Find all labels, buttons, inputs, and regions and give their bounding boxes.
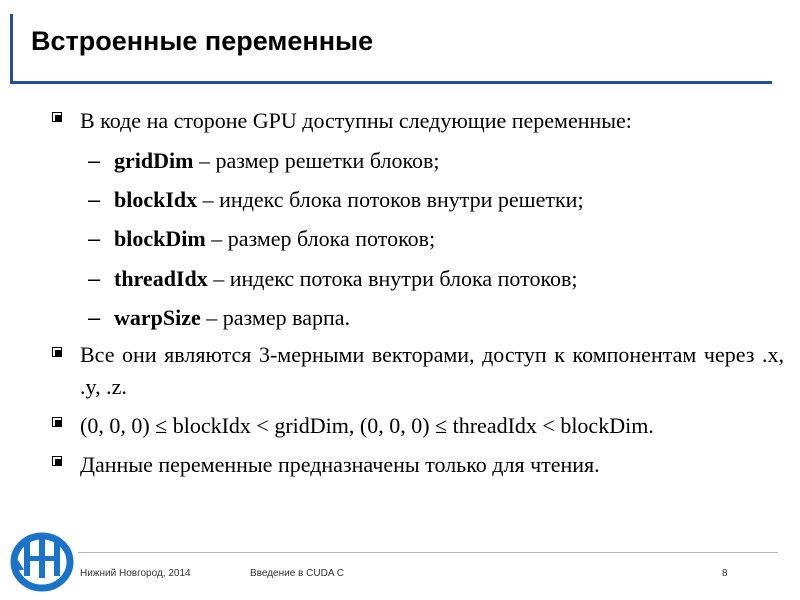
- bullet-text: Данные переменные предназначены только для чтения.: [80, 451, 600, 477]
- variable-name: blockDim: [114, 226, 206, 252]
- bullet-text: Все они являются 3-мерными векторами, доступ к компонентам через .x, .y, .z.: [80, 341, 784, 399]
- variable-description: – размер блока потоков;: [205, 226, 436, 252]
- variable-name: warpSize: [114, 304, 201, 330]
- variable-description: – размер решетки блоков;: [193, 148, 440, 173]
- dash-bullet: –: [88, 304, 101, 330]
- square-bullet-icon: [52, 112, 62, 122]
- slide-title: Встроенные переменные: [31, 26, 374, 56]
- list-item: [52, 143, 784, 178]
- dash-bullet: –: [88, 265, 101, 291]
- variable-list: [52, 143, 784, 335]
- footer-course-title: Введение в CUDA C: [250, 568, 344, 579]
- title-frame: [10, 14, 772, 84]
- footer-divider: [78, 552, 778, 553]
- variable-description: – индекс блока потоков внутри решетки;: [197, 187, 584, 213]
- square-bullet-icon: [52, 347, 62, 357]
- bullet-ranges: [52, 409, 784, 442]
- bullet-text: (0, 0, 0) ≤ blockIdx < gridDim, (0, 0, 0) ≤ threadIdx < blockDim.: [80, 412, 654, 438]
- dash-bullet: –: [88, 226, 101, 252]
- list-item: [52, 300, 784, 335]
- dash-bullet: –: [88, 148, 101, 173]
- bullet-gpu-variables: [52, 104, 784, 137]
- bullet-vectors: [52, 339, 784, 403]
- list-item: [52, 261, 784, 296]
- slide-footer: [0, 548, 800, 600]
- variable-description: – индекс потока внутри блока потоков;: [207, 265, 578, 291]
- variable-description: – размер варпа.: [200, 304, 350, 330]
- square-bullet-icon: [52, 417, 62, 427]
- variable-name: gridDim: [114, 148, 194, 173]
- dash-bullet: –: [88, 187, 101, 213]
- variable-name: threadIdx: [114, 265, 208, 291]
- page-number: 8: [722, 568, 728, 579]
- bullet-read-only: [52, 448, 784, 481]
- slide-content: [52, 104, 784, 487]
- square-bullet-icon: [52, 456, 62, 466]
- variable-name: blockIdx: [114, 187, 198, 213]
- list-item: [52, 221, 784, 256]
- bullet-text: В коде на стороне GPU доступны следующие переменные:: [80, 108, 632, 133]
- list-item: [52, 182, 784, 217]
- footer-location: Нижний Новгород, 2014: [80, 568, 191, 579]
